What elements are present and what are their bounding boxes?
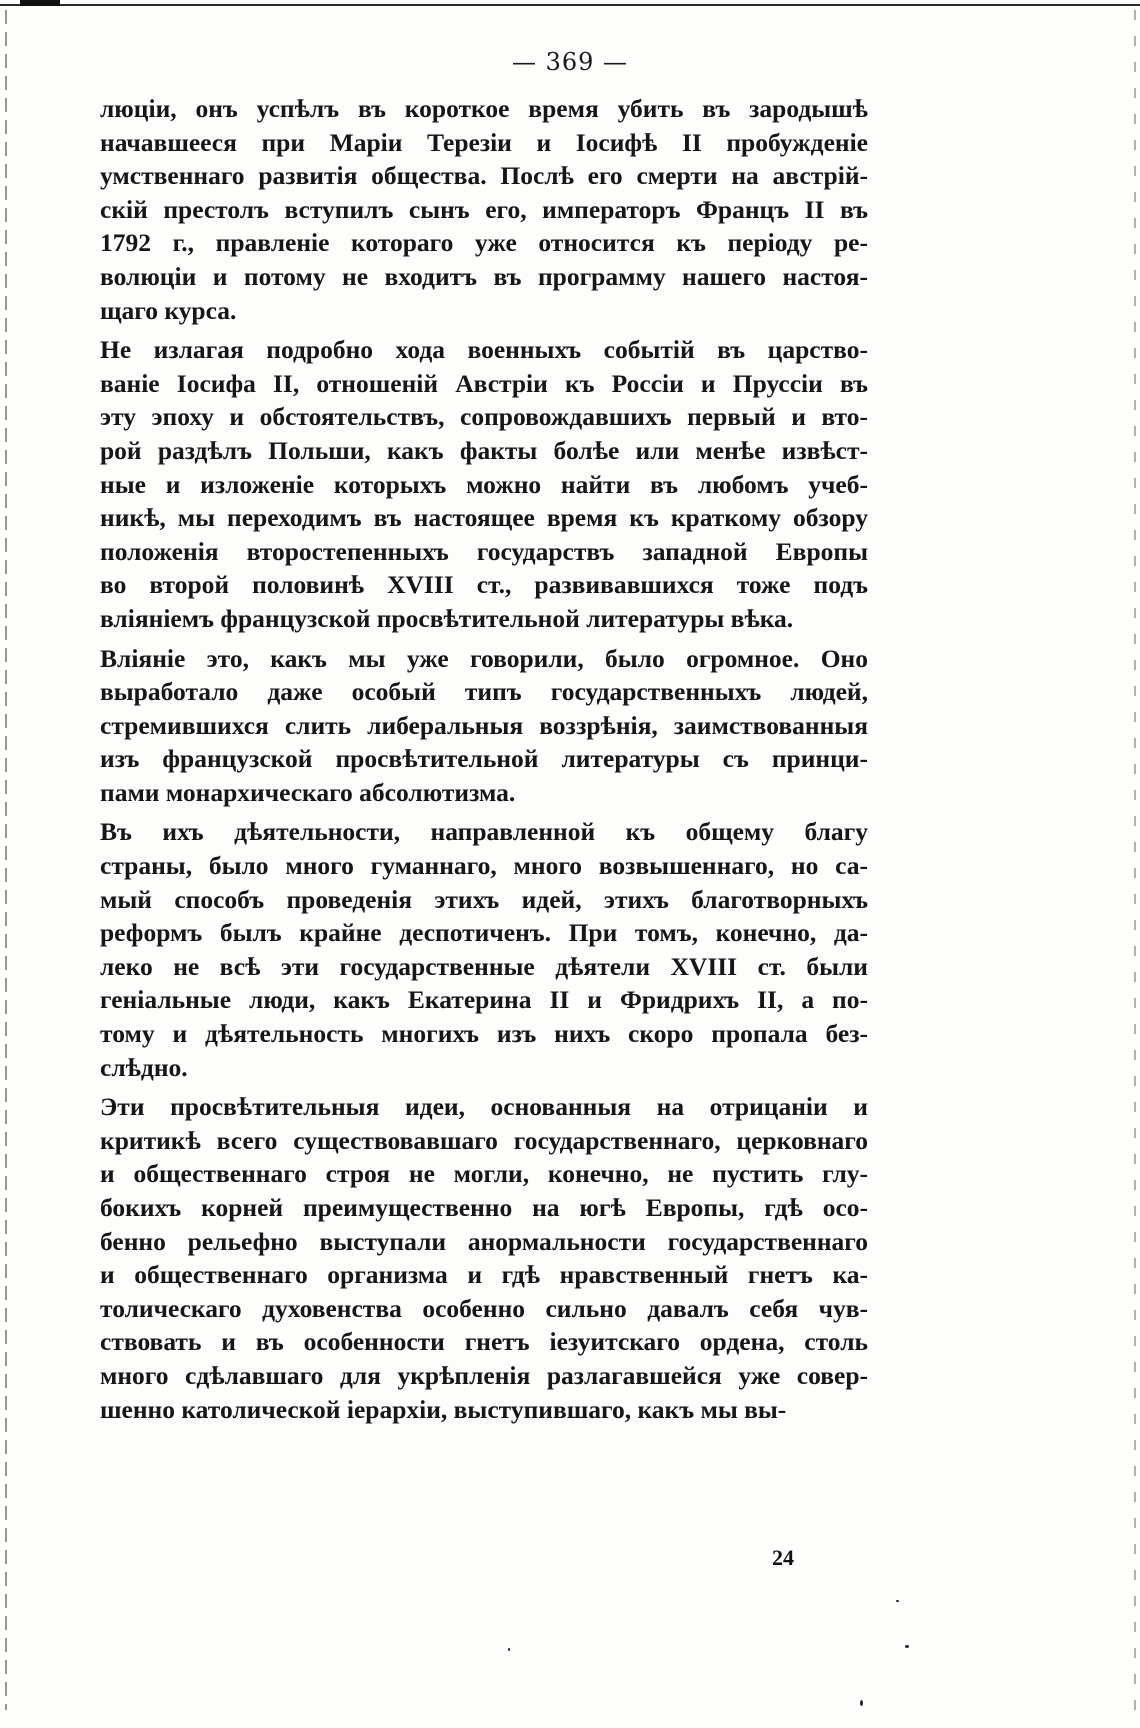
text-line: реформъ былъ крайне деспотиченъ. При томъ, конечно, да- xyxy=(100,918,868,948)
text-line: Въ ихъ дѣятельности, направленной къ общему благу xyxy=(100,817,868,847)
text-line: скій престолъ вступилъ сынъ его, императоръ Францъ II въ xyxy=(100,194,868,224)
text-line: много сдѣлавшаго для укрѣпленія разлагавшейся уже совер- xyxy=(100,1360,868,1390)
scan-right-edge xyxy=(1134,10,1136,1710)
text-line: щаго курса. xyxy=(100,295,237,325)
scan-speck xyxy=(860,1700,863,1706)
paragraph xyxy=(100,333,868,635)
text-line: вліяніемъ французской просвѣтительной литературы вѣка. xyxy=(100,603,794,633)
text-line: начавшееся при Маріи Терезіи и Іосифѣ II пробужденіе xyxy=(100,127,868,157)
text-line: 1792 г., правленіе котораго уже относится къ періоду ре- xyxy=(100,228,868,258)
scan-speck xyxy=(905,1645,909,1648)
scan-left-edge xyxy=(5,10,7,1710)
text-line: эту эпоху и обстоятельствъ, сопровождавшихъ первый и вто- xyxy=(100,402,868,432)
text-line: никѣ, мы переходимъ въ настоящее время къ краткому обзору xyxy=(100,503,868,533)
text-line: стремившихся слить либеральныя воззрѣнія, заимствованныя xyxy=(100,710,868,740)
text-line: тому и дѣятельность многихъ изъ нихъ скоро пропала без- xyxy=(100,1019,868,1049)
text-line: страны, было много гуманнаго, много возвышеннаго, но са- xyxy=(100,851,868,881)
text-line: мый способъ проведенія этихъ идей, этихъ благотворныхъ xyxy=(100,884,868,914)
body-text xyxy=(100,92,868,1426)
text-line: изъ французской просвѣтительной литературы съ принци- xyxy=(100,744,868,774)
text-line: положенія второстепенныхъ государствъ западной Европы xyxy=(100,536,868,566)
text-line: бенно рельефно выступали анормальности государственнаго xyxy=(100,1226,868,1256)
text-line: и общественнаго строя не могли, конечно, не пустить глу- xyxy=(100,1159,868,1189)
scan-speck xyxy=(896,1600,899,1602)
paragraph xyxy=(100,92,868,327)
text-line: Вліяніе это, какъ мы уже говорили, было огромное. Оно xyxy=(100,643,868,673)
text-line: умственнаго развитія общества. Послѣ его смерти на австрій- xyxy=(100,161,868,191)
text-line: пами монархическаго абсолютизма. xyxy=(100,777,516,807)
text-line: слѣдно. xyxy=(100,1052,188,1082)
text-line: волюціи и потому не входитъ въ программу нашего настоя- xyxy=(100,261,868,291)
scan-top-edge xyxy=(0,4,1140,6)
text-line: Не излагая подробно хода военныхъ событій въ царство- xyxy=(100,335,868,365)
paragraph xyxy=(100,642,868,810)
text-line: ваніе Іосифа II, отношеній Австріи къ Россіи и Пруссіи въ xyxy=(100,368,868,398)
text-line: люціи, онъ успѣлъ въ короткое время убить въ зародышѣ xyxy=(100,94,868,123)
text-line: ные и изложеніе которыхъ можно найти въ любомъ учеб- xyxy=(100,469,868,499)
text-line: шенно католической іерархіи, выступившаго, какъ мы вы- xyxy=(100,1394,787,1424)
page-number: — 369 — xyxy=(511,48,629,76)
text-line: толическаго духовенства особенно сильно давалъ себя чув- xyxy=(100,1293,868,1323)
text-line: Эти просвѣтительныя идеи, основанныя на отрицаніи и xyxy=(100,1092,868,1122)
text-line: леко не всѣ эти государственные дѣятели XVIII ст. были xyxy=(100,951,868,981)
paragraph xyxy=(100,1090,868,1426)
text-line: рой раздѣлъ Польши, какъ факты болѣе или менѣе извѣст- xyxy=(100,435,868,465)
text-line: во второй половинѣ XVIII ст., развивавшихся тоже подъ xyxy=(100,570,868,600)
text-line: геніальные люди, какъ Екатерина II и Фридрихъ II, а по- xyxy=(100,985,868,1015)
scan-top-edge-mark xyxy=(20,0,60,6)
text-line: выработало даже особый типъ государственныхъ людей, xyxy=(100,677,868,707)
text-line: бокихъ корней преимущественно на югѣ Европы, гдѣ осо- xyxy=(100,1193,868,1222)
scan-speck xyxy=(508,1648,510,1651)
text-line: ствовать и въ особенности гнетъ іезуитскаго ордена, столь xyxy=(100,1327,868,1357)
text-line: критикѣ всего существовавшаго государственнаго, церковнаго xyxy=(100,1125,868,1155)
text-line: и общественнаго организма и гдѣ нравственный гнетъ ка- xyxy=(100,1260,868,1290)
printer-signature-mark: 24 xyxy=(772,1545,794,1570)
paragraph xyxy=(100,815,868,1084)
